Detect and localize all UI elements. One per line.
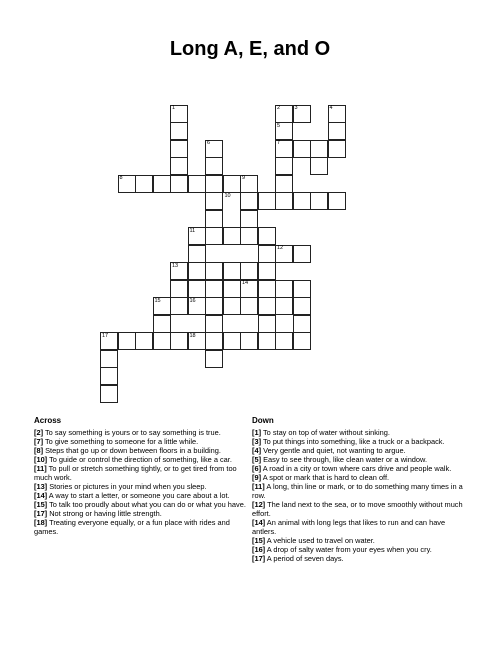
clue-item	[252, 518, 466, 536]
clue-item	[252, 437, 466, 446]
across-clue-list	[34, 428, 246, 536]
grid-cell[interactable]	[240, 332, 258, 350]
clue-number-label: [10]	[34, 455, 48, 464]
grid-cell[interactable]	[205, 280, 223, 298]
clue-item	[34, 518, 246, 536]
clue-text: A road in a city or town where cars drive and people walk.	[261, 464, 452, 473]
grid-cell[interactable]	[293, 192, 311, 210]
grid-cell[interactable]	[205, 192, 223, 210]
clue-item	[252, 455, 466, 464]
grid-cell[interactable]	[258, 315, 276, 333]
clue-number: 13	[172, 262, 179, 269]
grid-cell[interactable]	[310, 192, 328, 210]
clue-number: 17	[102, 332, 109, 339]
grid-cell[interactable]	[170, 175, 188, 193]
clue-item	[252, 554, 466, 563]
clue-number: 18	[189, 332, 196, 339]
clue-text: To talk too proudly about what you can do or what you have.	[47, 500, 246, 509]
grid-cell[interactable]	[258, 262, 276, 280]
grid-cell[interactable]	[100, 385, 118, 403]
clue-number: 16	[189, 297, 196, 304]
clue-number-label: [14]	[252, 518, 266, 527]
grid-cell[interactable]	[275, 192, 293, 210]
grid-cell[interactable]	[188, 245, 206, 263]
clue-number-label: [17]	[252, 554, 266, 563]
clue-number: 12	[277, 245, 284, 251]
clue-number-label: [16]	[252, 545, 266, 554]
clue-text: A period of seven days.	[265, 554, 344, 563]
grid-cell[interactable]	[153, 315, 171, 333]
clue-number: 8	[119, 175, 123, 181]
clue-number: 1	[172, 105, 176, 111]
clue-item	[252, 446, 466, 455]
across-heading: Across	[34, 416, 62, 425]
grid-cell[interactable]	[188, 175, 206, 193]
clue-number-label: [8]	[34, 446, 44, 455]
grid-cell[interactable]	[223, 175, 241, 193]
clue-number-label: [17]	[34, 509, 48, 518]
clue-number-label: [14]	[34, 491, 48, 500]
grid-cell[interactable]	[205, 210, 223, 228]
clue-number-label: [7]	[34, 437, 44, 446]
clue-text: Stories or pictures in your mind when you sleep.	[47, 482, 207, 491]
clue-item	[252, 536, 466, 545]
grid-cell[interactable]	[188, 280, 206, 298]
grid-cell[interactable]	[205, 175, 223, 193]
clue-number-label: [12]	[252, 500, 266, 509]
clue-text: A drop of salty water from your eyes when you cry.	[265, 545, 432, 554]
clue-text: A vehicle used to travel on water.	[265, 536, 375, 545]
clue-text: To say something is yours or to say something is true.	[43, 428, 221, 437]
grid-cell[interactable]	[188, 262, 206, 280]
grid-cell[interactable]	[100, 350, 118, 368]
grid-cell[interactable]	[328, 192, 346, 210]
grid-cell[interactable]	[275, 175, 293, 193]
grid-cell[interactable]	[293, 280, 311, 298]
clue-item	[34, 437, 246, 446]
grid-cell[interactable]	[293, 315, 311, 333]
grid-cell[interactable]	[328, 122, 346, 140]
grid-cell[interactable]	[240, 192, 258, 210]
across-clues	[34, 416, 246, 536]
clue-item	[34, 428, 246, 437]
clue-text: An animal with long legs that likes to run and can have antlers.	[252, 518, 446, 536]
clue-number-label: [13]	[34, 482, 48, 491]
clue-item	[252, 482, 466, 500]
grid-cell[interactable]	[205, 315, 223, 333]
puzzle-title: Long A, E, and O	[169, 38, 331, 60]
clue-number-label: [11]	[252, 482, 265, 491]
clue-text: The land next to the sea, or to move smoothly without much effort.	[252, 500, 463, 518]
grid-cell[interactable]	[293, 245, 311, 263]
grid-cell[interactable]	[310, 157, 328, 175]
grid-cell[interactable]	[258, 332, 276, 350]
grid-cell[interactable]	[205, 227, 223, 245]
clue-number: 4	[329, 105, 333, 111]
grid-cell[interactable]	[100, 367, 118, 385]
grid-cell[interactable]	[223, 280, 241, 298]
clue-text: To put things into something, like a truck or a backpack.	[261, 437, 445, 446]
grid-cell[interactable]	[293, 332, 311, 350]
grid-cell[interactable]	[135, 332, 153, 350]
grid-cell[interactable]	[240, 297, 258, 315]
grid-cell[interactable]	[170, 122, 188, 140]
grid-cell[interactable]	[275, 297, 293, 315]
grid-cell[interactable]	[170, 280, 188, 298]
grid-cell[interactable]	[205, 262, 223, 280]
grid-cell[interactable]	[240, 227, 258, 245]
clue-number-label: [3]	[252, 437, 262, 446]
grid-cell[interactable]	[205, 297, 223, 315]
clue-text: A spot or mark that is hard to clean off.	[261, 473, 390, 482]
clue-item	[34, 446, 246, 455]
grid-cell[interactable]	[170, 297, 188, 315]
clue-number-label: [6]	[252, 464, 262, 473]
clue-number: 14	[242, 280, 249, 286]
clue-number-label: [5]	[252, 455, 262, 464]
clue-number: 6	[207, 140, 211, 146]
down-clue-list	[252, 428, 466, 563]
clue-text: To pull or stretch something tightly, or to get tired from too much work.	[34, 464, 237, 482]
clue-text: To stay on top of water without sinking.	[261, 428, 390, 437]
grid-cell[interactable]	[170, 332, 188, 350]
grid-cell[interactable]	[258, 280, 276, 298]
grid-cell[interactable]	[205, 157, 223, 175]
grid-cell[interactable]	[170, 140, 188, 158]
clue-number: 2	[277, 105, 281, 111]
clue-number: 7	[277, 140, 281, 146]
grid-cell[interactable]	[223, 297, 241, 315]
grid-cell[interactable]	[205, 350, 223, 368]
clue-text: A way to start a letter, or someone you care about a lot.	[47, 491, 230, 500]
clue-item	[252, 500, 466, 518]
grid-cell[interactable]	[310, 140, 328, 158]
grid-cell[interactable]	[118, 332, 136, 350]
grid-cell[interactable]	[223, 227, 241, 245]
clue-number-label: [15]	[252, 536, 266, 545]
grid-cell[interactable]	[258, 297, 276, 315]
clue-text: To give something to someone for a little while.	[43, 437, 199, 446]
grid-cell[interactable]	[240, 210, 258, 228]
clue-number-label: [9]	[252, 473, 262, 482]
grid-cell[interactable]	[258, 245, 276, 263]
clue-number: 11	[189, 227, 196, 234]
clue-item	[252, 473, 466, 482]
clue-number-label: [11]	[34, 464, 47, 473]
clue-item	[34, 464, 246, 482]
down-clues	[252, 416, 466, 563]
clue-item	[34, 455, 246, 464]
grid-cell[interactable]	[293, 140, 311, 158]
grid-cell[interactable]	[153, 332, 171, 350]
clue-text: Easy to see through, like clean water or a window.	[261, 455, 428, 464]
grid-cell[interactable]	[223, 262, 241, 280]
grid-cell[interactable]	[275, 332, 293, 350]
grid-cell[interactable]	[240, 262, 258, 280]
clue-text: To guide or control the direction of something, like a car.	[47, 455, 232, 464]
grid-cell[interactable]	[258, 227, 276, 245]
grid-cell[interactable]	[153, 175, 171, 193]
clue-text: A long, thin line or mark, or to do something many times in a row.	[252, 482, 463, 500]
clue-item	[252, 464, 466, 473]
clue-number: 10	[224, 192, 231, 199]
grid-cell[interactable]	[293, 297, 311, 315]
clue-item	[252, 428, 466, 437]
grid-cell[interactable]	[205, 332, 223, 350]
clue-item	[252, 545, 466, 554]
clue-text: Treating everyone equally, or a fun place with rides and games.	[34, 518, 230, 536]
grid-cell[interactable]	[328, 140, 346, 158]
clue-item	[34, 482, 246, 491]
clue-item	[34, 491, 246, 500]
grid-cell[interactable]	[170, 157, 188, 175]
clue-text: Very gentle and quiet, not wanting to argue.	[261, 446, 406, 455]
clue-number: 15	[154, 297, 161, 304]
clue-number-label: [18]	[34, 518, 48, 527]
clue-number-label: [4]	[252, 446, 262, 455]
grid-cell[interactable]	[275, 280, 293, 298]
clue-number-label: [1]	[252, 428, 262, 437]
grid-cell[interactable]	[223, 332, 241, 350]
clue-number: 9	[242, 175, 246, 181]
clue-number-label: [15]	[34, 500, 48, 509]
clue-text: Not strong or having little strength.	[47, 509, 162, 518]
down-heading: Down	[252, 416, 274, 425]
grid-cell[interactable]	[135, 175, 153, 193]
clue-number: 3	[294, 105, 298, 111]
grid-cell[interactable]	[275, 157, 293, 175]
grid-cell[interactable]	[258, 192, 276, 210]
clue-item	[34, 500, 246, 509]
clue-text: Steps that go up or down between floors in a building.	[43, 446, 221, 455]
clue-item	[34, 509, 246, 518]
clue-number: 5	[277, 122, 281, 129]
clue-number-label: [2]	[34, 428, 44, 437]
